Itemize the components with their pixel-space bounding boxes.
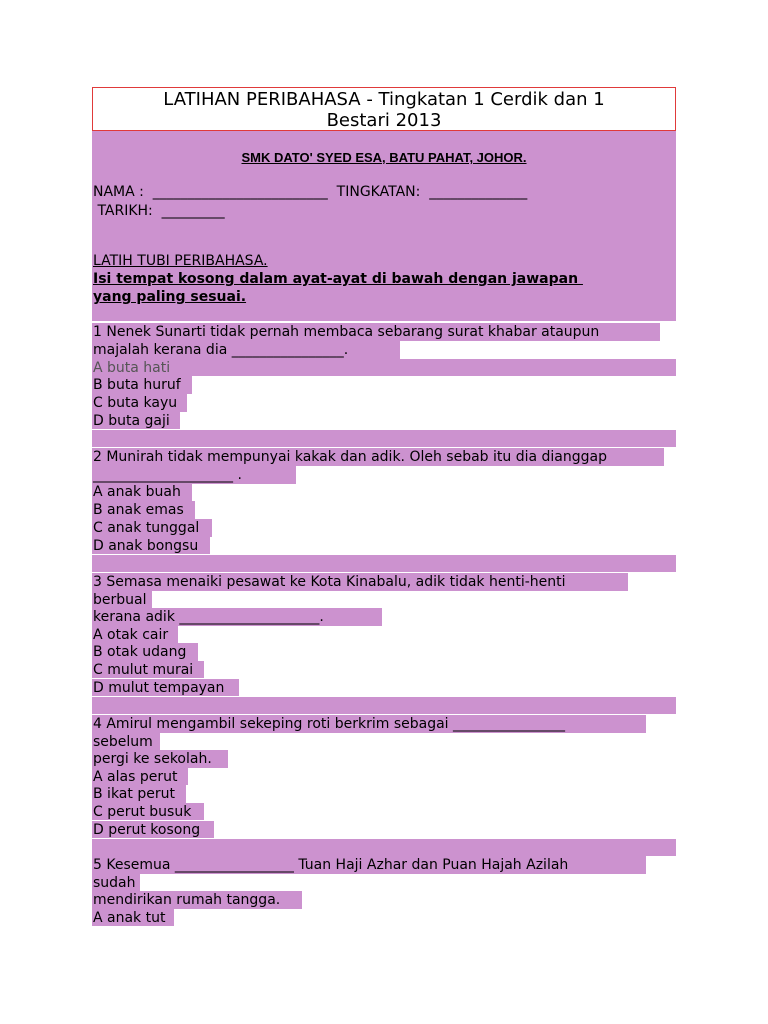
- q4-option-b: B ikat perut: [93, 786, 175, 802]
- q3-option-a: A otak cair: [93, 627, 169, 643]
- tarikh-line: TARIKH: _________: [93, 203, 225, 219]
- document-title-box: [92, 87, 676, 131]
- q4-text-line-3: pergi ke sekolah.: [93, 751, 212, 767]
- q3-option-c: C mulut murai: [93, 662, 194, 678]
- q1-option-a: A buta hati: [93, 360, 171, 376]
- highlight-gap-1: [92, 430, 676, 447]
- q5-text-line-3: mendirikan rumah tangga.: [93, 892, 281, 908]
- q3-option-b: B otak udang: [93, 644, 187, 660]
- q4-option-c: C perut busuk: [93, 804, 192, 820]
- q1-option-d: D buta gaji: [93, 413, 170, 429]
- q2-text-line-1: 2 Munirah tidak mempunyai kakak dan adik. Oleh sebab itu dia dianggap: [93, 449, 612, 465]
- q2-option-a: A anak buah: [93, 484, 181, 500]
- instruction-line-2: yang paling sesuai.: [93, 289, 247, 305]
- q1-option-b: B buta huruf: [93, 377, 181, 393]
- q5-text-line-1: 5 Kesemua _________________ Tuan Haji Azhar dan Puan Hajah Azilah: [93, 857, 573, 873]
- q2-text-line-2: ____________________ .: [93, 467, 242, 483]
- q3-text-line-1: 3 Semasa menaiki pesawat ke Kota Kinabalu, adik tidak henti-henti: [93, 574, 570, 590]
- q4-option-d: D perut kosong: [93, 822, 201, 838]
- q4-text-line-2: sebelum: [93, 734, 153, 750]
- q3-option-d: D mulut tempayan: [93, 680, 225, 696]
- instruction-line-1: Isi tempat kosong dalam ayat-ayat di bawah dengan jawapan: [93, 271, 583, 287]
- q2-option-b: B anak emas: [93, 502, 184, 518]
- nama-tingkatan-line: NAMA : _________________________ TINGKATAN: ______________: [93, 184, 528, 200]
- document-title-line-1: LATIHAN PERIBAHASA - Tingkatan 1 Cerdik dan 1: [163, 89, 605, 110]
- highlight-gap-2: [92, 555, 676, 572]
- highlight-q1-opt-a: [92, 359, 676, 376]
- highlight-gap-4: [92, 839, 676, 856]
- q3-text-line-2: berbual: [93, 592, 147, 608]
- document-title-line-2: Bestari 2013: [326, 110, 442, 131]
- q5-option-a: A anak tut: [93, 910, 166, 926]
- q1-option-c: C buta kayu: [93, 395, 178, 411]
- q3-text-line-3: kerana adik ____________________.: [93, 609, 324, 625]
- q5-text-line-2: sudah: [93, 875, 136, 891]
- q1-text-line-1: 1 Nenek Sunarti tidak pernah membaca sebarang surat khabar ataupun: [93, 324, 604, 340]
- q2-option-c: C anak tunggal: [93, 520, 200, 536]
- school-name: SMK DATO' SYED ESA, BATU PAHAT, JOHOR.: [241, 150, 527, 165]
- q1-text-line-2: majalah kerana dia ________________.: [93, 342, 349, 358]
- section-heading: LATIH TUBI PERIBAHASA.: [93, 253, 268, 269]
- highlight-gap-3: [92, 697, 676, 714]
- q2-option-d: D anak bongsu: [93, 538, 199, 554]
- q4-text-line-1: 4 Amirul mengambil sekeping roti berkrim sebagai ________________: [93, 716, 570, 732]
- q4-option-a: A alas perut: [93, 769, 178, 785]
